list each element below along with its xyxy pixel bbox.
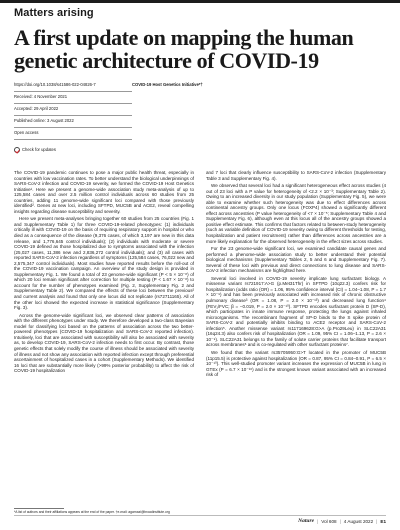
- body-paragraph: The COVID-19 pandemic continues to pose a major public health threat, especially in countries with low vaccination rates. To better understand the biological underpinnings of SARS-CoV-2 infection and COVID-19 severity, we formed the COVID-19 Host Genetics Initiative¹. Here we present a genome-wide association study meta-analysis of up to 125,584 cases and over 2.5 million control individuals across 60 studies from 25 countries, adding 11 genome-wide significant loci compared with those previously identified². Genes at new loci, including SFTPD, MUC5B and ACE2, reveal compelling insights regarding disease susceptibility and severity.: [14, 170, 194, 214]
- page-number: E1: [380, 518, 386, 524]
- body-paragraph: Across the genome-wide significant loci, we observed clear patterns of association with the different phenotypes under study. We therefore developed a two-class Bayesian model for classifying loci based on the patterns of association across the two better-powered phenotypes (COVID-19 hospitalization and SARS-CoV-2 reported infection). Intuitively, loci that are associated with susceptibility will also be associated with severity as, to develop COVID-19, SARS-CoV-2 infection needs to first occur. By contrast, those genetic effects that solely modify the course of illness should be associated with severity of illness and not show any association with reported infection except through preferential ascertainment of hospitalized cases in a cohort (Supplementary Methods). We identified 16 loci that are substantially more likely (>99% posterior probability) to affect the risk of COVID-19 hospitalization: [14, 312, 194, 374]
- body-paragraph: Here we present meta-analyses bringing together 60 studies from 25 countries (Fig. 1 and Supplementary Table 1) for three COVID-19-related phenotypes: (1) individuals critically ill with COVID-19 on the basis of requiring respiratory support in hospital or who died as a consequence of the disease (9,376 cases, of which 3,197 are new in this data release, and 1,776,645 control individuals); (2) individuals with moderate or severe COVID-19 defined as those hospitalized due to symptoms associated with the infection (25,027 cases, 11,386 new and 2,836,272 control individuals); and (3) all cases with reported SARS-CoV-2 infection regardless of symptoms (125,584 cases, 76,022 new and 2,575,347 control individuals). Most studies have reported results before the roll-out of the COVID-19 vaccination campaign. An overview of the study design is provided in Supplementary Fig. 1. We found a total of 23 genome-wide significant (P < 5 × 10⁻⁸) of which 20 loci remain significant after correction for multiple testing (P < 1.67 × 10⁻⁸) to account for the number of phenotypes examined (Fig. 2, Supplementary Fig. 2 and Supplementary Table 2). We compared the effects of these loci between the previous² and current analysis and found that only one locus did not replicate (rs72711165). All of the other loci showed the expected increase in statistical significance (Supplementary Fig. 3).: [14, 216, 194, 311]
- volume: Vol 608: [321, 518, 337, 524]
- footer-separator: |: [376, 518, 378, 524]
- divider: [14, 139, 132, 140]
- published-date: Published online: 3 August 2022: [14, 118, 74, 123]
- divider: [14, 115, 132, 116]
- doi-link[interactable]: https://doi.org/10.1038/s41586-022-04826-7: [14, 82, 96, 87]
- page-footer: [298, 518, 386, 524]
- divider: [14, 127, 132, 128]
- section-label: Matters arising: [14, 7, 94, 19]
- footnote-divider: [14, 508, 64, 509]
- check-for-updates-button[interactable]: [14, 147, 56, 153]
- body-columns: [14, 170, 386, 380]
- check-for-updates-label: Check for updates: [22, 147, 56, 152]
- accepted-date: Accepted: 29 April 2022: [14, 106, 59, 111]
- body-paragraph: Several loci involved in COVID-19 severity implicate lung surfactant biology. A missense variant rs721917:A>G (p.Met31Thr) in SFTPD (10q22.3) confers risk for hospitalization (odds ratio (OR) = 1.06, 95% confidence interval (CI) = 1.04–1.08, P = 1.7 × 10⁻⁹) and has been previously associated with increased risk of chronic obstructive pulmonary disease³ (OR = 1.08, P = 2.0 × 10⁻¹³) and decreased lung function⁴ (FEV₁/FVC; β = −0.019, P = 2.0 × 10⁻¹⁰). SFTPD encodes surfactant protein D (SP-D), which participates in innate immune response, protecting the lungs against inhaled microorganisms. The recombinant fragment of SP-D binds to the S spike protein of SARS-CoV-2 and potentially inhibits binding to ACE2 receptor and SARS-CoV-2 infection⁵. Another missense variant rs117169628:G>A (p.Pro29Leu) in SLC22A31 (16q24.3) also confers risk of hospitalization (OR = 1.09, 95% CI = 1.06–1.13, P = 2.6 × 10⁻⁹). SLC22A31 belongs to the family of solute carrier proteins that facilitate transport across membranes⁶ and is co-regulated with other surfactant proteins⁷.: [206, 275, 386, 348]
- footer-separator: |: [317, 518, 319, 524]
- open-access-label: Open access: [14, 130, 39, 135]
- divider: [14, 91, 132, 92]
- body-column-left: [14, 170, 194, 380]
- author-footnote: *A list of authors and their affiliations appears at the end of the paper. †e-mail: agarnazi@broadinstitute.org: [14, 510, 170, 514]
- author-list[interactable]: COVID-19 Host Genetics Initiative*†: [132, 82, 203, 87]
- footer-divider: [14, 515, 386, 516]
- divider: [14, 103, 132, 104]
- body-paragraph: For the 23 genome-wide significant loci, we examined candidate causal genes and performed a phenome-wide association study to better understand their potential biological mechanisms (Supplementary Tables 2, 5 and 6 and Supplementary Fig. 7). Several of these loci with previous and direct connections to lung disease and SARS-CoV-2 infection mechanisms are highlighted here.: [206, 246, 386, 274]
- received-date: Received: 4 November 2021: [14, 94, 68, 99]
- body-column-right: [206, 170, 386, 380]
- article-title: A first update on mapping the human genetic architecture of COVID-19: [14, 25, 354, 73]
- journal-name: Nature: [298, 518, 315, 524]
- body-paragraph: We observed that several loci had a significant heterogeneous effect across studies (4 out of 23 loci with a P value for heterogeneity of <2.2 × 10⁻³; Supplementary Table 2). Owing to an increased diversity in our study population (Supplementary Fig. 5), we were able to examine whether such heterogeneity was due to effect differences across continental ancestry groups. Only one locus (FOXP4) showed a significantly different effect across ancestries (P value heterogeneity of <7 × 10⁻⁵; Supplementary Table 4 and Supplementary Fig. 6), although even at this locus all of the ancestry groups showed a positive effect estimate. This confirms that factors related to between-study heterogeneity (such as variable definition of COVID-19 severity owing to different thresholds for testing, hospitalization and patient recruitment) rather than differences across ancestries are a more likely explanation for the observed heterogeneity in the effect sizes across studies.: [206, 183, 386, 244]
- body-paragraph: We found that the variant rs35705950:G>T located in the promoter of MUC5B (11p15.5) is protective against hospitalization (OR = 0.87, 95% CI = 0.84–0.91, P = 6.5 × 10⁻¹⁰). This well-studied promoter variant increases the expression of MUC5B in lung in GTEx (P = 6.7 × 10⁻¹⁶) and is the strongest known variant associated with an increased risk of: [206, 349, 386, 378]
- body-paragraph: and 7 loci that clearly influence susceptibility to SARS-CoV-2 infection (Supplementary Table 3 and Supplementary Fig. 4).: [206, 170, 386, 181]
- article-metadata: [14, 82, 386, 158]
- issue-date: 4 August 2022: [343, 518, 374, 524]
- footer-separator: |: [339, 518, 341, 524]
- check-updates-icon: [14, 147, 20, 153]
- top-rule: [0, 0, 400, 3]
